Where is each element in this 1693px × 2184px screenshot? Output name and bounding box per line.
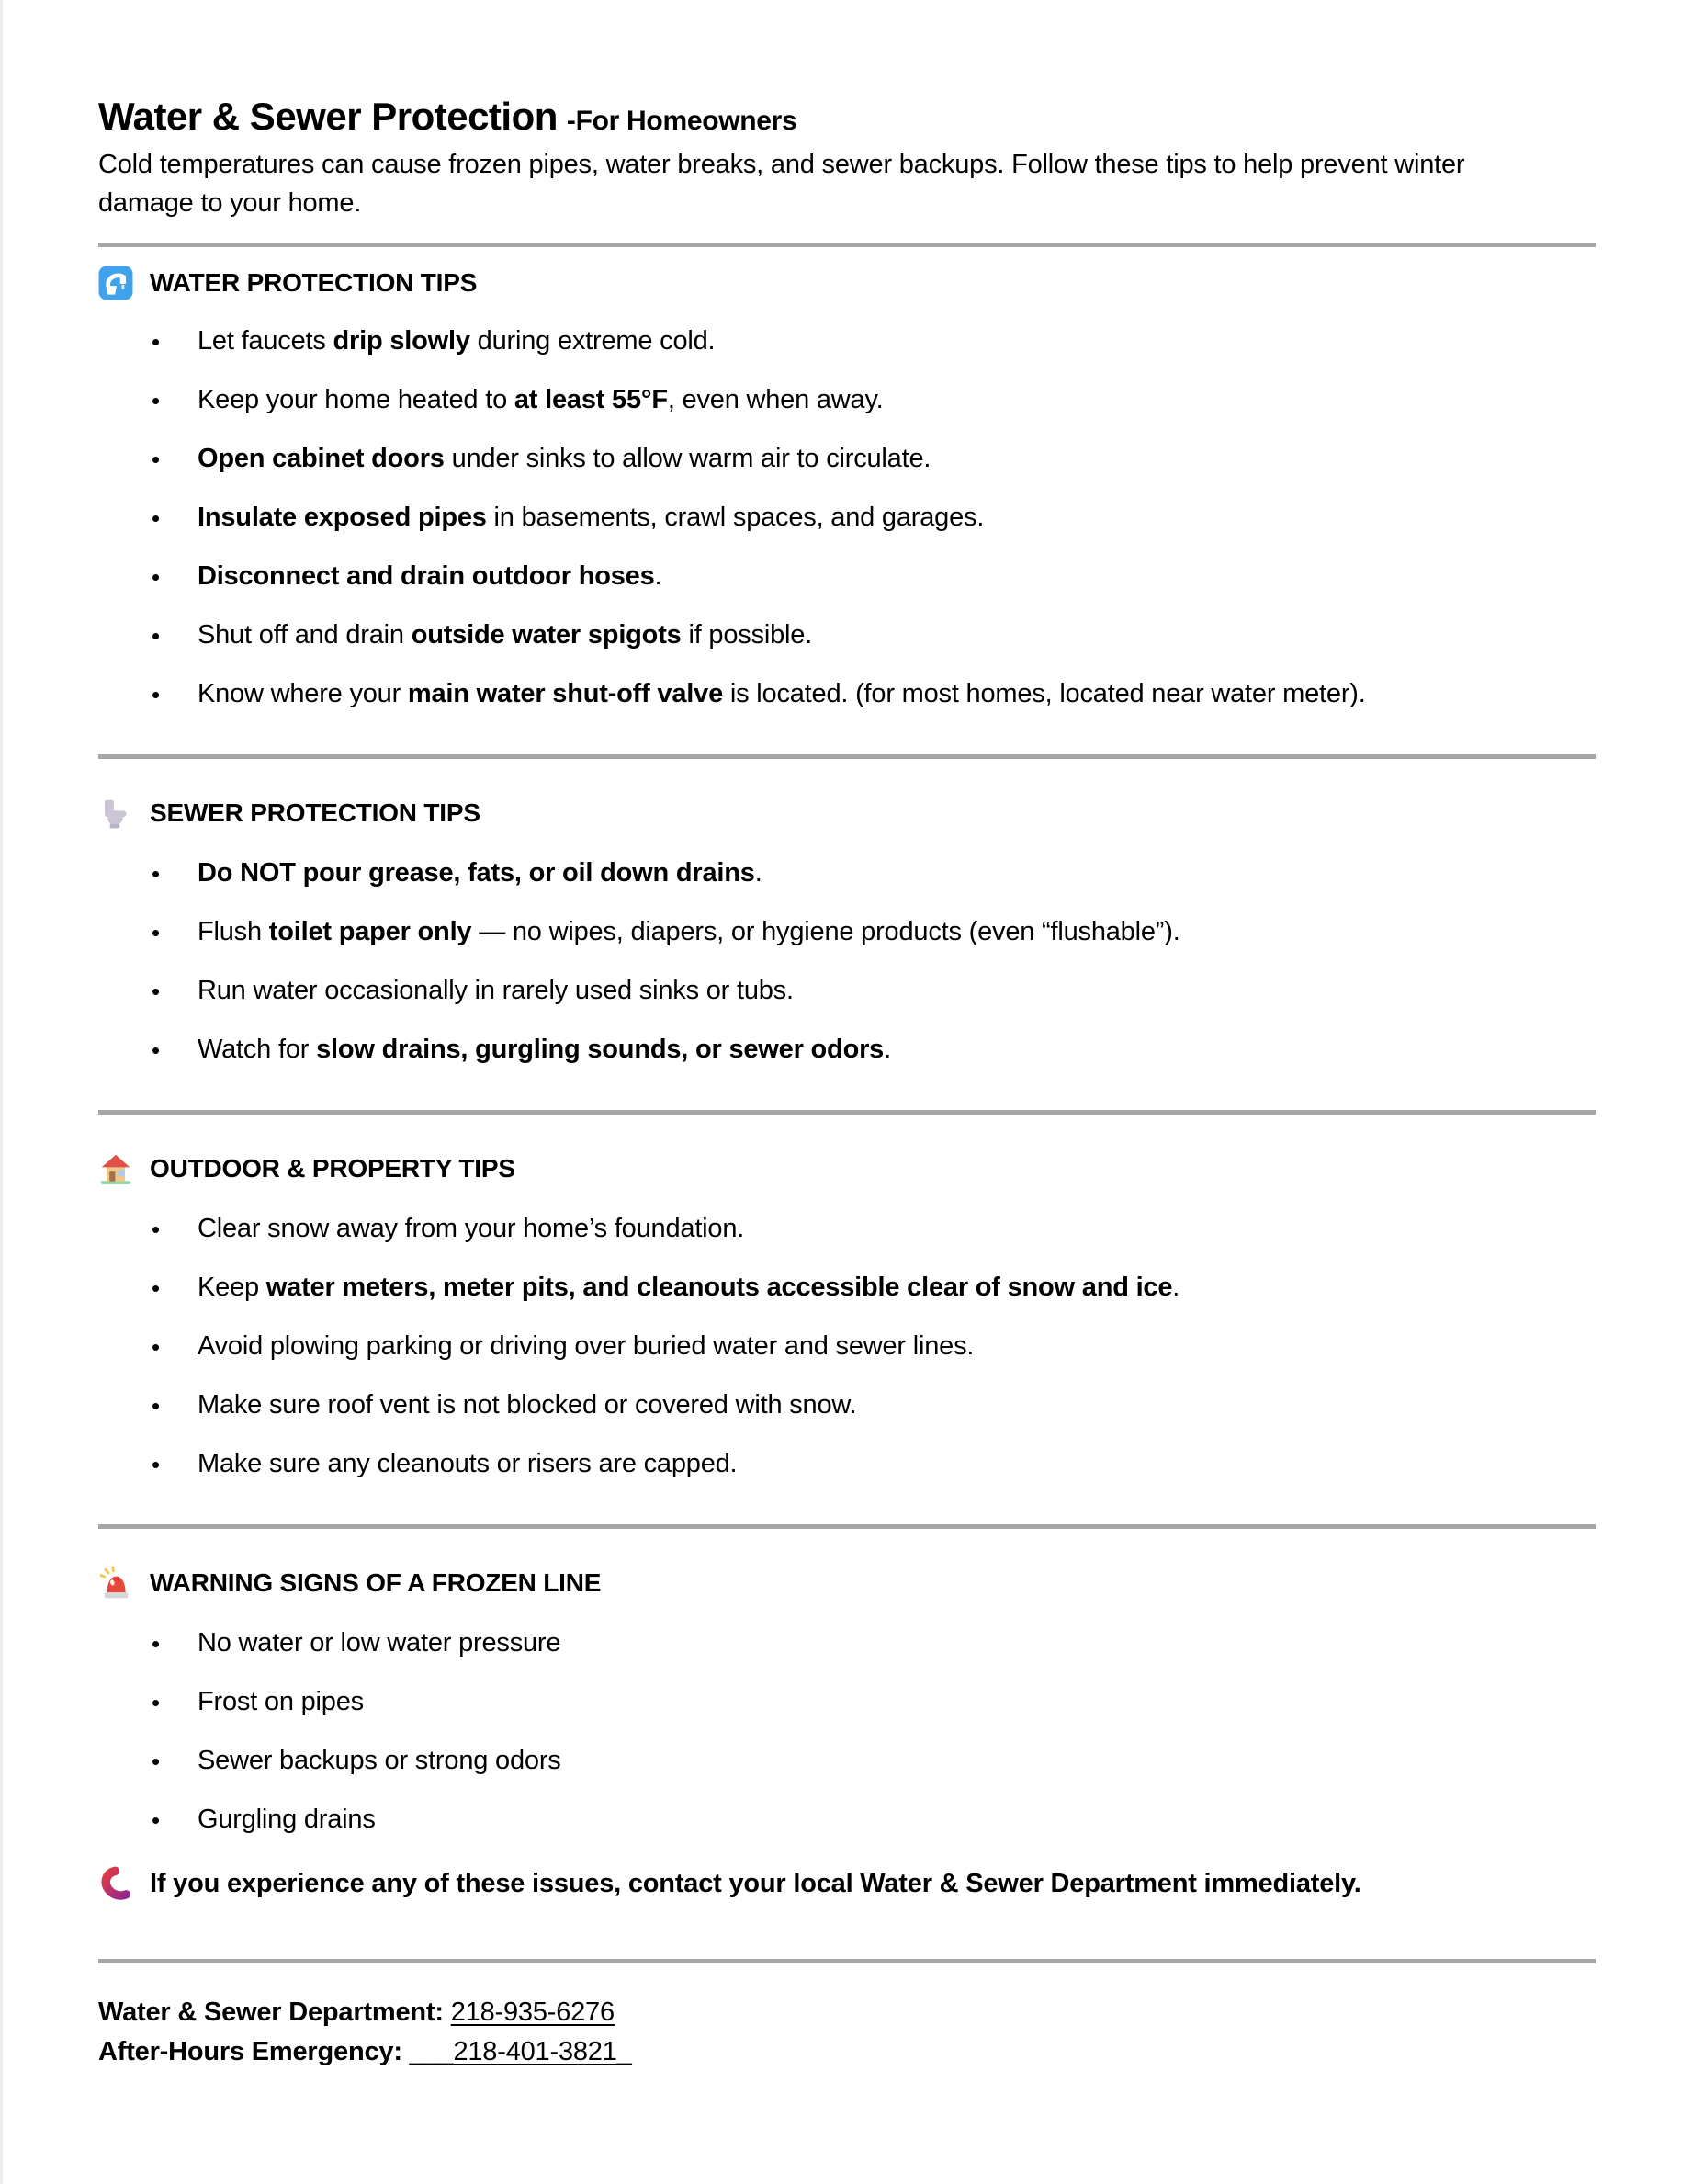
bullet-icon: • <box>152 978 160 1006</box>
list-item <box>98 1742 1596 1779</box>
emergency-phone-line <box>98 2032 1596 2072</box>
section-header <box>98 266 1596 300</box>
department-label: Water & Sewer Department: <box>98 1997 444 2028</box>
bullet-icon: • <box>152 1806 160 1835</box>
list-item-text: Flush toilet paper only — no wipes, diapers, or hygiene products (even “flushable”). <box>198 917 1180 947</box>
tips-list <box>98 854 1596 1068</box>
page-title-suffix: -For Homeowners <box>566 106 797 136</box>
list-item-text: Let faucets drip slowly during extreme cold. <box>198 326 716 356</box>
list-item <box>98 1210 1596 1247</box>
section-title: SEWER PROTECTION TIPS <box>150 798 480 828</box>
section-outdoor-property <box>98 1151 1596 1482</box>
bullet-icon: • <box>152 1392 160 1420</box>
emergency-label: After-Hours Emergency: <box>98 2037 402 2067</box>
bullet-icon: • <box>152 1451 160 1479</box>
list-item <box>98 1269 1596 1306</box>
bullet-icon: • <box>152 681 160 709</box>
list-item <box>98 1445 1596 1482</box>
list-item <box>98 558 1596 594</box>
section-title: WATER PROTECTION TIPS <box>150 268 478 298</box>
list-item-text: Keep your home heated to at least 55°F, even when away. <box>198 385 884 415</box>
list-item-text: Make sure any cleanouts or risers are capped. <box>198 1449 738 1479</box>
section-divider <box>98 754 1596 759</box>
bullet-icon: • <box>152 1748 160 1776</box>
footer-contacts <box>98 1993 1596 2072</box>
contact-note <box>98 1865 1596 1902</box>
list-item <box>98 675 1596 712</box>
list-item <box>98 323 1596 359</box>
tips-list <box>98 323 1596 712</box>
toilet-icon <box>98 796 133 831</box>
list-item-text: Disconnect and drain outdoor hoses. <box>198 561 662 592</box>
list-item <box>98 381 1596 418</box>
footer-divider <box>98 1959 1596 1963</box>
section-water-protection <box>98 266 1596 712</box>
list-item-text: Make sure roof vent is not blocked or covered with snow. <box>198 1390 857 1420</box>
section-divider <box>98 243 1596 247</box>
document-page <box>3 0 1693 2072</box>
siren-icon <box>98 1566 133 1601</box>
list-item-text: Keep water meters, meter pits, and cleanouts accessible clear of snow and ice. <box>198 1273 1180 1303</box>
list-item <box>98 1801 1596 1838</box>
list-item <box>98 1624 1596 1661</box>
list-item <box>98 617 1596 653</box>
department-phone-link[interactable]: 218-935-6276 <box>450 1997 615 2028</box>
section-header <box>98 796 1596 831</box>
contact-note-text: If you experience any of these issues, contact your local Water & Sewer Department immediately. <box>150 1869 1361 1899</box>
bullet-icon: • <box>152 1216 160 1244</box>
list-item <box>98 499 1596 536</box>
list-item-text: Avoid plowing parking or driving over buried water and sewer lines. <box>198 1331 975 1362</box>
bullet-icon: • <box>152 1630 160 1658</box>
bullet-icon: • <box>152 919 160 947</box>
bullet-icon: • <box>152 1689 160 1717</box>
list-item-text: Insulate exposed pipes in basements, crawl spaces, and garages. <box>198 503 985 533</box>
faucet-icon <box>98 266 133 300</box>
phone-icon <box>98 1866 133 1901</box>
section-warning-signs <box>98 1566 1596 1902</box>
list-item-text: Frost on pipes <box>198 1687 364 1717</box>
section-title: OUTDOOR & PROPERTY TIPS <box>150 1154 515 1183</box>
list-item-text: Do NOT pour grease, fats, or oil down drains. <box>198 858 762 888</box>
section-divider <box>98 1110 1596 1115</box>
department-phone-line <box>98 1993 1596 2032</box>
list-item <box>98 1031 1596 1068</box>
list-item-text: No water or low water pressure <box>198 1628 561 1658</box>
blank-prefix: ___ <box>409 2037 454 2067</box>
list-item-text: Open cabinet doors under sinks to allow warm air to circulate. <box>198 444 931 474</box>
list-item <box>98 854 1596 891</box>
list-item <box>98 1683 1596 1720</box>
list-item-text: Shut off and drain outside water spigots if possible. <box>198 620 813 651</box>
list-item <box>98 1328 1596 1364</box>
list-item <box>98 913 1596 950</box>
list-item-text: Run water occasionally in rarely used sinks or tubs. <box>198 976 794 1006</box>
house-icon <box>98 1151 133 1186</box>
bullet-icon: • <box>152 860 160 888</box>
list-item <box>98 972 1596 1009</box>
bullet-icon: • <box>152 446 160 474</box>
list-item-text: Know where your main water shut-off valve is located. (for most homes, located near water meter). <box>198 679 1366 709</box>
section-header <box>98 1151 1596 1186</box>
list-item <box>98 1386 1596 1423</box>
list-item <box>98 440 1596 477</box>
section-header <box>98 1566 1596 1601</box>
intro-paragraph: Cold temperatures can cause frozen pipes, water breaks, and sewer backups. Follow these tips to help prevent winter damage to your home. <box>98 150 1465 219</box>
bullet-icon: • <box>152 622 160 651</box>
list-item-text: Watch for slow drains, gurgling sounds, or sewer odors. <box>198 1035 891 1065</box>
tips-list <box>98 1210 1596 1482</box>
bullet-icon: • <box>152 504 160 533</box>
section-title: WARNING SIGNS OF A FROZEN LINE <box>150 1568 602 1598</box>
bullet-icon: • <box>152 1333 160 1362</box>
section-sewer-protection <box>98 796 1596 1068</box>
list-item-text: Clear snow away from your home’s foundation. <box>198 1214 745 1244</box>
bullet-icon: • <box>152 387 160 415</box>
list-item-text: Gurgling drains <box>198 1805 376 1835</box>
bullet-icon: • <box>152 328 160 356</box>
emergency-phone-link[interactable]: 218-401-3821 <box>453 2037 617 2067</box>
bullet-icon: • <box>152 1036 160 1065</box>
tips-list <box>98 1624 1596 1838</box>
section-divider <box>98 1524 1596 1529</box>
bullet-icon: • <box>152 563 160 592</box>
bullet-icon: • <box>152 1274 160 1303</box>
blank-suffix: _ <box>616 2037 632 2067</box>
page-title-row <box>98 96 1596 138</box>
page-title: Water & Sewer Protection <box>98 95 558 138</box>
list-item-text: Sewer backups or strong odors <box>198 1746 561 1776</box>
